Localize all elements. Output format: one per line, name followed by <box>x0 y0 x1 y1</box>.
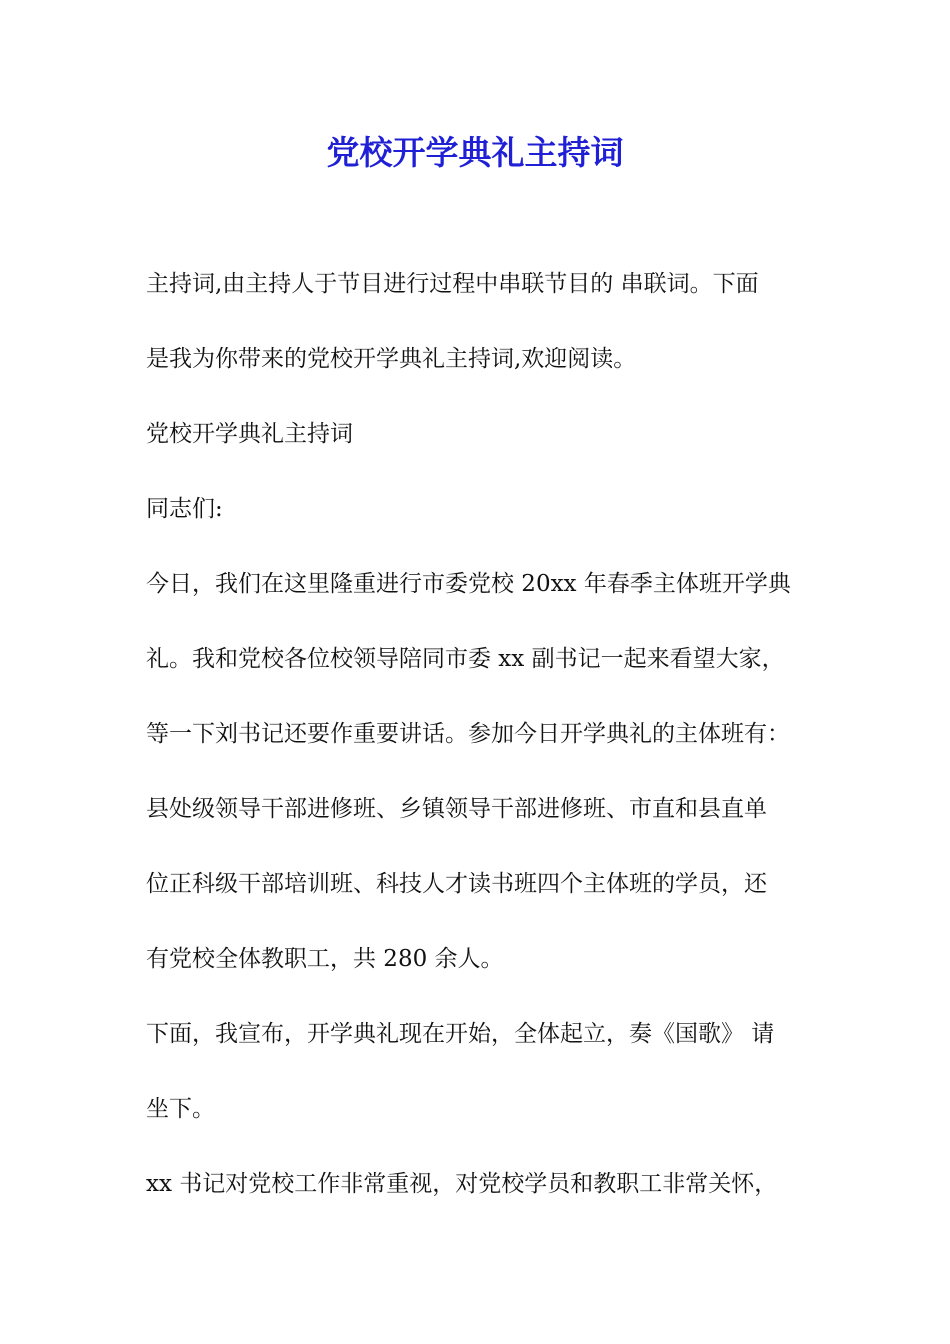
body-line: 下面，我宣布，开学典礼现在开始，全体起立，奏《国歌》 请 <box>146 1021 775 1047</box>
body-line: 是我为你带来的党校开学典礼主持词,欢迎阅读。 <box>146 346 637 372</box>
body-line: 主持词,由主持人于节目进行过程中串联节目的 串联词。下面 <box>146 271 759 297</box>
salutation: 同志们: <box>146 496 223 522</box>
body-line: 有党校全体教职工，共 280 余人。 <box>146 946 504 972</box>
body-line: 县处级领导干部进修班、乡镇领导干部进修班、市直和县直单 <box>146 796 767 822</box>
body-line: 礼。我和党校各位校领导陪同市委 xx 副书记一起来看望大家， <box>146 646 785 672</box>
body-line: xx 书记对党校工作非常重视，对党校学员和教职工非常关怀， <box>146 1171 778 1197</box>
document-title: 党校开学典礼主持词 <box>326 133 624 172</box>
section-heading: 党校开学典礼主持词 <box>146 421 353 447</box>
body-line: 等一下刘书记还要作重要讲话。参加今日开学典礼的主体班有： <box>146 721 790 747</box>
body-line: 位正科级干部培训班、科技人才读书班四个主体班的学员，还 <box>146 871 767 897</box>
body-line: 坐下。 <box>146 1096 215 1122</box>
body-line: 今日，我们在这里隆重进行市委党校 20xx 年春季主体班开学典 <box>146 571 791 597</box>
